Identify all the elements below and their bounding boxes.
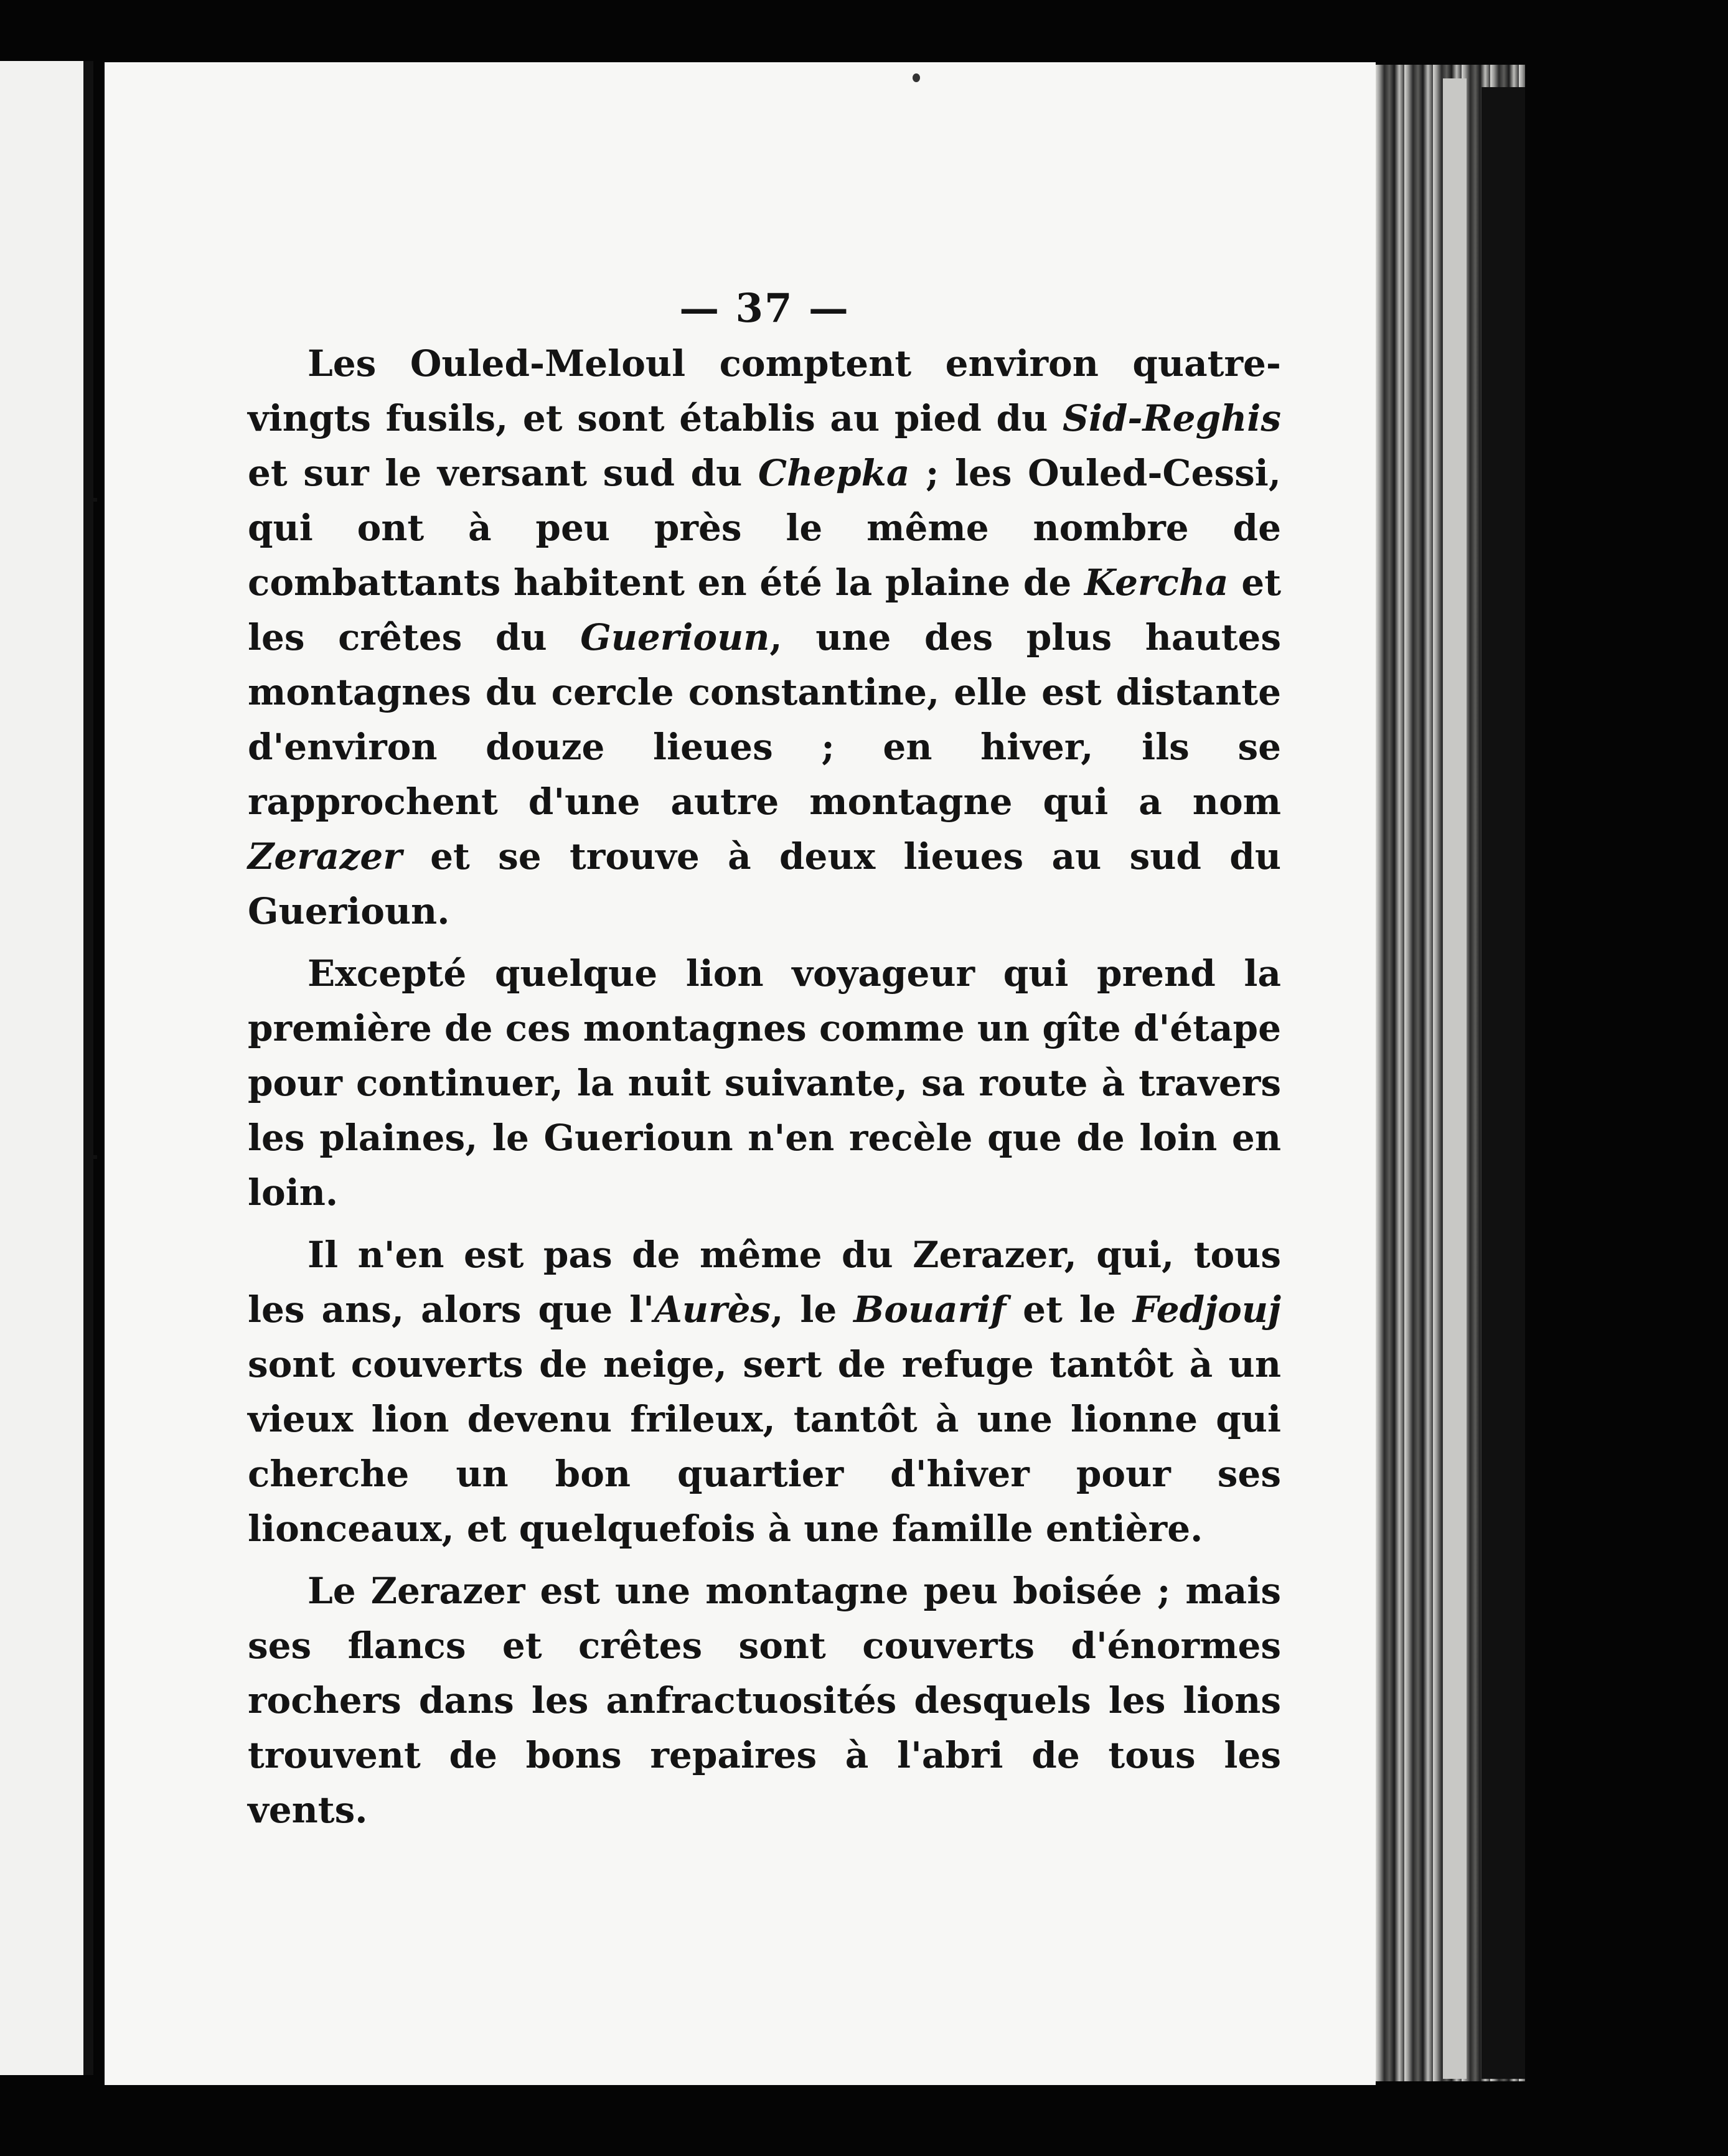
italic-place-name: Kercha	[1084, 561, 1229, 604]
left-page-tick	[83, 1155, 97, 1159]
paragraph-text: Le Zerazer est une montagne peu boisée ; mais ses flancs et crêtes sont couverts d'énormes rochers dans les anfractuosités desquels les lions trouvent de bons repaires à l'abri de tous les vents.	[248, 1570, 1281, 1831]
italic-place-name: Chepka	[758, 452, 910, 494]
paragraph-text: Il n'en est pas de même du Zerazer, qui, tous les ans, alors que l'	[248, 1234, 1281, 1331]
paragraph	[248, 946, 1281, 1220]
page-number: — 37 —	[679, 285, 850, 332]
ink-speck	[913, 73, 920, 82]
italic-place-name: Guerioun	[580, 616, 770, 659]
left-page-edge	[0, 61, 93, 2075]
body-text	[248, 336, 1281, 1845]
italic-place-name: Fedjouj	[1132, 1288, 1281, 1331]
paragraph-text: et se trouve à deux lieues au sud du Guerioun.	[248, 835, 1281, 932]
paragraph-text: , le	[771, 1288, 854, 1331]
paragraph-text: , une des plus hautes montagnes du cercle constantine, elle est distante d'environ douze lieues ; en hiver, ils se rapprochent d'une autre montagne qui a nom	[248, 616, 1281, 823]
book-page	[105, 62, 1376, 2085]
paragraph-text: et sur le versant sud du	[248, 452, 758, 494]
paragraph-text: ; les Ouled-Cessi, qui ont à peu près le même nombre de combattants habitent en été la plaine de	[248, 452, 1281, 604]
paragraph	[248, 1563, 1281, 1837]
italic-place-name: Sid-Reghis	[1062, 397, 1281, 439]
book-cover-edge	[1481, 87, 1525, 2079]
italic-place-name: Bouarif	[853, 1288, 1007, 1331]
paragraph	[248, 336, 1281, 939]
paragraph-text: et les crêtes du	[248, 561, 1281, 659]
paragraph-text: Les Ouled-Meloul comptent environ quatre-vingts fusils, et sont établis au pied du	[248, 342, 1281, 439]
italic-place-name: Aurès	[654, 1288, 771, 1331]
paragraph	[248, 1227, 1281, 1556]
left-page-tick	[83, 498, 97, 502]
italic-place-name: Zerazer	[248, 835, 402, 878]
paragraph-text: sont couverts de neige, sert de refuge tantôt à un vieux lion devenu frileux, tantôt à une lionne qui cherche un bon quartier d'hiver pour ses lionceaux, et quelquefois à une famille entière.	[248, 1343, 1281, 1550]
book-page-edge-highlight	[1443, 78, 1467, 2079]
paragraph-text: et le	[1006, 1288, 1133, 1331]
paragraph-text: Excepté quelque lion voyageur qui prend la première de ces montagnes comme un gîte d'étape pour continuer, la nuit suivante, sa route à travers les plaines, le Guerioun n'en recèle que de loin en loin.	[248, 952, 1281, 1214]
